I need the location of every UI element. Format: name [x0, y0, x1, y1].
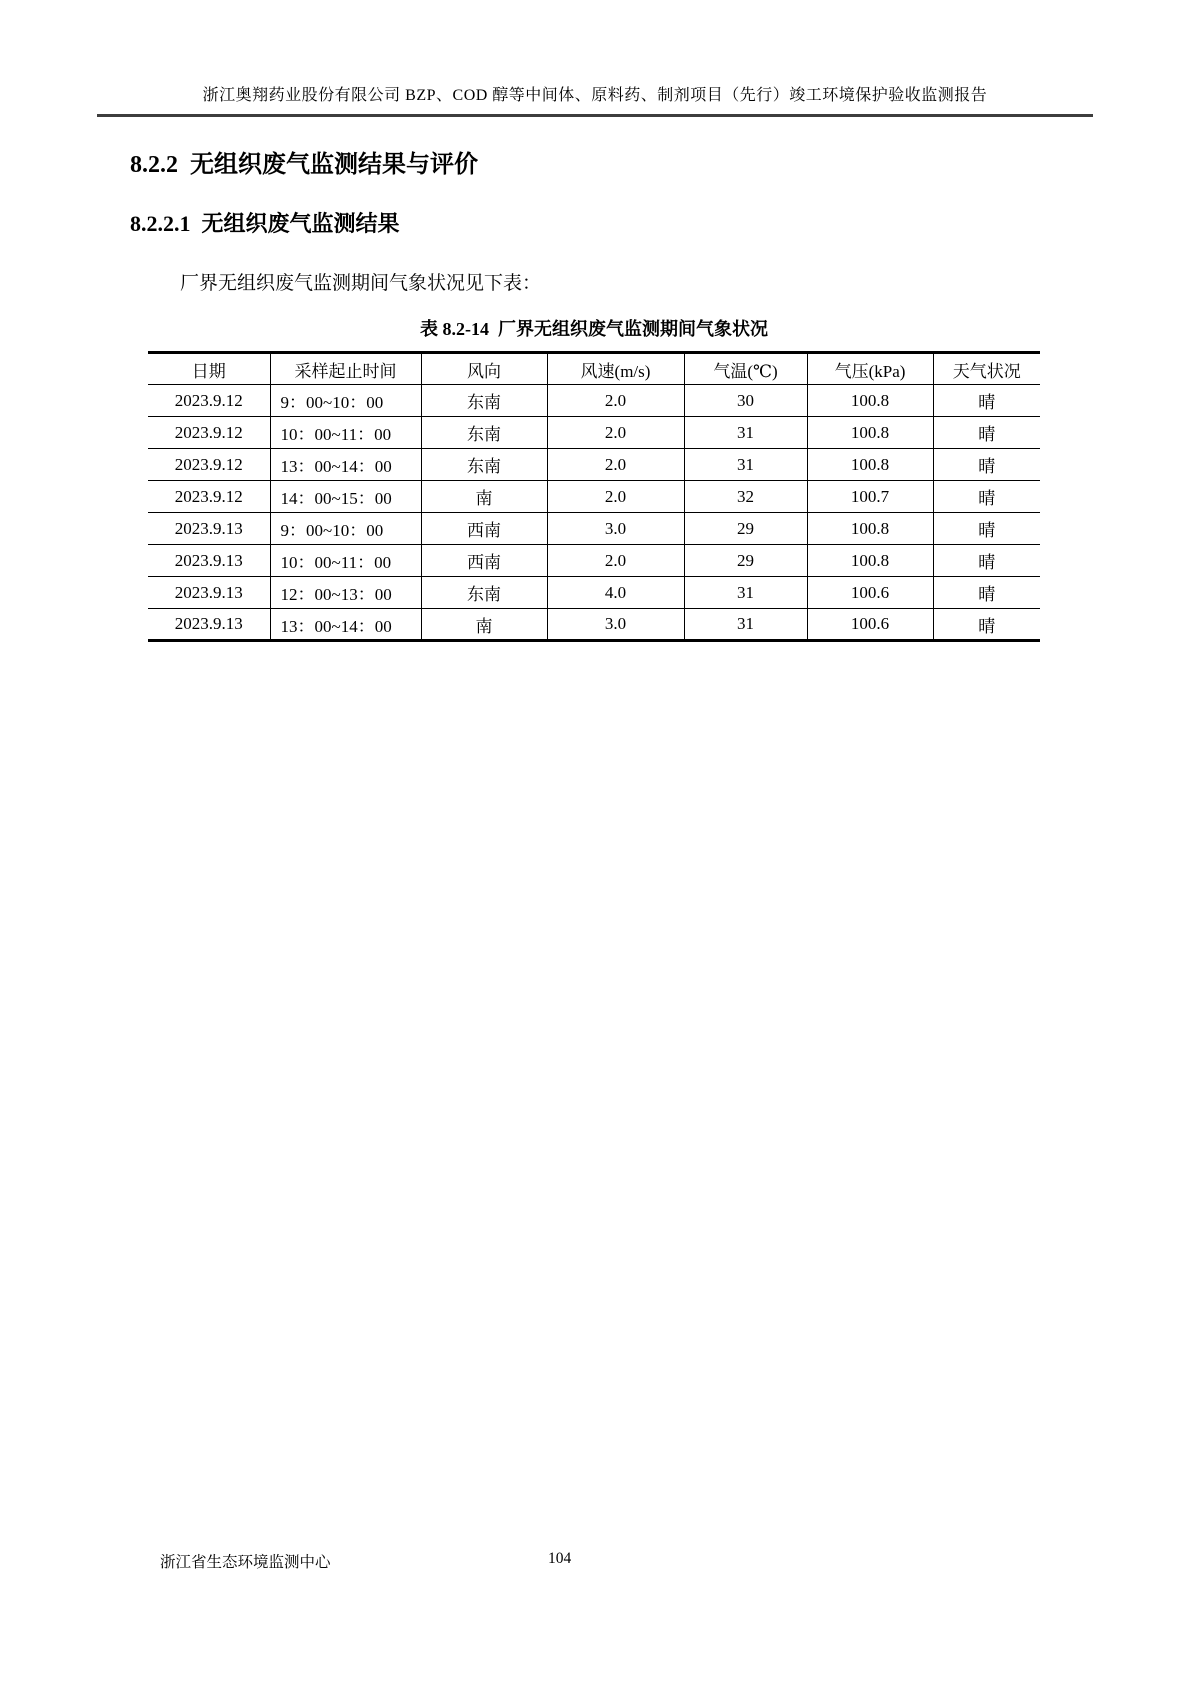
- col-header-wind-speed: 风速(m/s): [547, 353, 684, 385]
- cell-pressure: 100.8: [807, 449, 933, 481]
- cell-weather: 晴: [933, 417, 1040, 449]
- cell-sampling-time: 12：00~13：00: [270, 577, 421, 609]
- table-row: [148, 577, 1040, 609]
- cell-temperature: 29: [684, 545, 807, 577]
- footer-organization: 浙江省生态环境监测中心: [160, 1554, 331, 1571]
- cell-weather: 晴: [933, 481, 1040, 513]
- cell-date: 2023.9.13: [148, 577, 270, 609]
- cell-pressure: 100.8: [807, 417, 933, 449]
- cell-sampling-time: 9：00~10：00: [270, 513, 421, 545]
- cell-wind-speed: 3.0: [547, 513, 684, 545]
- cell-sampling-time: 9：00~10：00: [270, 385, 421, 417]
- cell-wind-direction: 西南: [421, 545, 547, 577]
- col-header-temperature: 气温(℃): [684, 353, 807, 385]
- table-row: [148, 545, 1040, 577]
- table-row: [148, 449, 1040, 481]
- cell-wind-direction: 东南: [421, 449, 547, 481]
- cell-wind-speed: 2.0: [547, 385, 684, 417]
- cell-date: 2023.9.12: [148, 385, 270, 417]
- cell-wind-direction: 南: [421, 609, 547, 641]
- table-header-row: [148, 353, 1040, 385]
- cell-sampling-time: 13：00~14：00: [270, 449, 421, 481]
- cell-temperature: 31: [684, 577, 807, 609]
- cell-date: 2023.9.13: [148, 609, 270, 641]
- col-header-date: 日期: [148, 353, 270, 385]
- section-heading-8.2.2: 8.2.2 无组织废气监测结果与评价: [130, 152, 478, 178]
- col-header-sampling-time: 采样起止时间: [270, 353, 421, 385]
- cell-wind-direction: 南: [421, 481, 547, 513]
- cell-wind-direction: 东南: [421, 577, 547, 609]
- cell-pressure: 100.6: [807, 577, 933, 609]
- cell-pressure: 100.7: [807, 481, 933, 513]
- cell-temperature: 31: [684, 609, 807, 641]
- weather-conditions-table: [148, 351, 1040, 642]
- cell-date: 2023.9.13: [148, 545, 270, 577]
- cell-weather: 晴: [933, 385, 1040, 417]
- table-row: [148, 513, 1040, 545]
- cell-wind-speed: 4.0: [547, 577, 684, 609]
- cell-wind-speed: 2.0: [547, 417, 684, 449]
- cell-wind-speed: 2.0: [547, 545, 684, 577]
- cell-pressure: 100.8: [807, 385, 933, 417]
- cell-weather: 晴: [933, 449, 1040, 481]
- cell-pressure: 100.8: [807, 545, 933, 577]
- cell-sampling-time: 10：00~11：00: [270, 545, 421, 577]
- cell-temperature: 31: [684, 417, 807, 449]
- table-row: [148, 481, 1040, 513]
- cell-wind-speed: 3.0: [547, 609, 684, 641]
- table-row: [148, 385, 1040, 417]
- cell-wind-direction: 西南: [421, 513, 547, 545]
- cell-temperature: 31: [684, 449, 807, 481]
- table-caption: 表 8.2-14 厂界无组织废气监测期间气象状况: [420, 319, 768, 339]
- cell-temperature: 32: [684, 481, 807, 513]
- cell-weather: 晴: [933, 545, 1040, 577]
- col-header-weather: 天气状况: [933, 353, 1040, 385]
- cell-sampling-time: 14：00~15：00: [270, 481, 421, 513]
- cell-wind-direction: 东南: [421, 417, 547, 449]
- cell-weather: 晴: [933, 513, 1040, 545]
- cell-wind-speed: 2.0: [547, 449, 684, 481]
- section-heading-8.2.2.1: 8.2.2.1 无组织废气监测结果: [130, 211, 400, 236]
- cell-date: 2023.9.12: [148, 417, 270, 449]
- cell-temperature: 30: [684, 385, 807, 417]
- cell-weather: 晴: [933, 609, 1040, 641]
- cell-pressure: 100.6: [807, 609, 933, 641]
- cell-weather: 晴: [933, 577, 1040, 609]
- cell-sampling-time: 10：00~11：00: [270, 417, 421, 449]
- cell-wind-speed: 2.0: [547, 481, 684, 513]
- cell-wind-direction: 东南: [421, 385, 547, 417]
- cell-date: 2023.9.12: [148, 481, 270, 513]
- intro-paragraph: 厂界无组织废气监测期间气象状况见下表：: [180, 273, 542, 294]
- cell-sampling-time: 13：00~14：00: [270, 609, 421, 641]
- cell-date: 2023.9.13: [148, 513, 270, 545]
- col-header-wind-direction: 风向: [421, 353, 547, 385]
- table-row: [148, 417, 1040, 449]
- page-header-title: 浙江奥翔药业股份有限公司 BZP、COD 醇等中间体、原料药、制剂项目（先行）竣工环境保护验收监测报告: [97, 82, 1093, 117]
- cell-temperature: 29: [684, 513, 807, 545]
- col-header-pressure: 气压(kPa): [807, 353, 933, 385]
- cell-pressure: 100.8: [807, 513, 933, 545]
- footer-page-number: 104: [548, 1550, 572, 1567]
- table-row: [148, 609, 1040, 641]
- cell-date: 2023.9.12: [148, 449, 270, 481]
